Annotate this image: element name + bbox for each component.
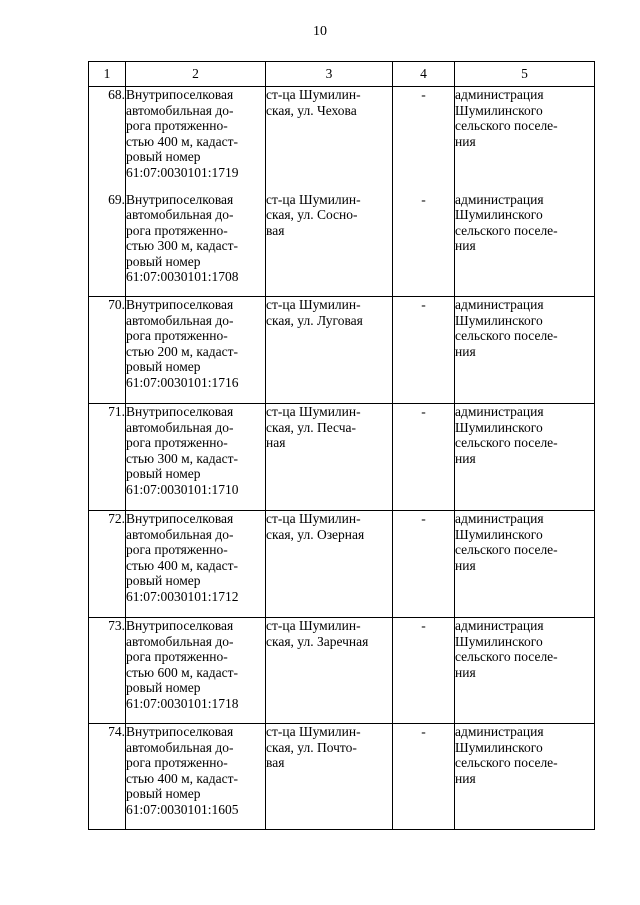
object-name-line: ровый номер [126, 359, 201, 375]
address-line: ст-ца Шумилин- [266, 511, 361, 526]
column-4-value: - [421, 87, 426, 102]
holder-line: Шумилинского [455, 102, 543, 118]
address-cell [266, 404, 393, 511]
object-name-line: автомобильная до- [126, 739, 234, 755]
column-4-cell [393, 404, 455, 511]
object-name-line: 61:07:0030101:1708 [126, 269, 239, 285]
holder-cell [455, 724, 595, 830]
holder-line: Шумилинского [455, 207, 543, 223]
holder-line: ния [455, 664, 476, 680]
column-4-cell [393, 724, 455, 830]
holder-line: сельского поселе- [455, 755, 558, 771]
address-line: ская, ул. Сосно- [266, 207, 358, 223]
object-name-line: стью 300 м, кадаст- [126, 238, 239, 254]
column-header-1: 1 [89, 62, 126, 87]
holder-line: ния [455, 133, 476, 149]
holder-cell [455, 192, 595, 297]
object-name-line: автомобильная до- [126, 102, 234, 118]
row-number-cell [89, 511, 126, 618]
holder-cell [455, 511, 595, 618]
row-number: 73. [108, 618, 125, 633]
row-number-cell [89, 724, 126, 830]
object-name-line: ровый номер [126, 786, 201, 802]
object-name-cell [126, 724, 266, 830]
holder-line: Шумилинского [455, 526, 543, 542]
object-name-line: ровый номер [126, 573, 201, 589]
object-name-line: ровый номер [126, 466, 201, 482]
object-name-line: Внутрипоселковая [126, 191, 234, 207]
object-name-line: рога протяженно- [126, 542, 228, 558]
row-number-cell [89, 618, 126, 724]
address-line: ская, ул. Песча- [266, 419, 357, 435]
holder-line: ния [455, 450, 476, 466]
address-cell [266, 724, 393, 830]
table-row [89, 404, 595, 511]
object-name-line: стью 400 м, кадаст- [126, 770, 239, 786]
holder-line: ния [455, 343, 476, 359]
row-number: 70. [108, 297, 125, 312]
address-line: ст-ца Шумилин- [266, 618, 361, 633]
row-number: 74. [108, 724, 125, 739]
object-name-line: стью 400 м, кадаст- [126, 133, 239, 149]
holder-line: сельского поселе- [455, 649, 558, 665]
table-row [89, 724, 595, 830]
object-name-line: автомобильная до- [126, 207, 234, 223]
holder-line: сельского поселе- [455, 435, 558, 451]
table-row [89, 192, 595, 297]
table-row [89, 297, 595, 404]
address-cell [266, 297, 393, 404]
object-name-line: Внутрипоселковая [126, 511, 234, 526]
object-name-line: стью 400 м, кадаст- [126, 557, 239, 573]
object-name-line: Внутрипоселковая [126, 87, 234, 102]
holder-cell [455, 404, 595, 511]
address-cell [266, 192, 393, 297]
address-line: ская, ул. Почто- [266, 739, 357, 755]
object-name-line: рога протяженно- [126, 755, 228, 771]
row-number-cell [89, 192, 126, 297]
holder-line: ния [455, 770, 476, 786]
object-name-line: Внутрипоселковая [126, 724, 234, 739]
address-line: ская, ул. Луговая [266, 312, 363, 328]
column-header-2: 2 [126, 62, 266, 87]
row-number-cell [89, 297, 126, 404]
object-name-cell [126, 192, 266, 297]
object-name-cell [126, 511, 266, 618]
row-number: 72. [108, 511, 125, 526]
column-4-cell [393, 297, 455, 404]
object-name-line: ровый номер [126, 149, 201, 165]
holder-line: ния [455, 557, 476, 573]
row-number: 68. [108, 87, 125, 102]
object-name-line: рога протяженно- [126, 222, 228, 238]
column-4-value: - [421, 511, 426, 526]
holder-cell [455, 297, 595, 404]
column-4-value: - [421, 297, 426, 312]
table-row [89, 511, 595, 618]
object-name-line: рога протяженно- [126, 435, 228, 451]
registry-table [88, 61, 595, 830]
column-4-value: - [421, 404, 426, 419]
column-4-cell [393, 618, 455, 724]
object-name-line: стью 300 м, кадаст- [126, 450, 239, 466]
object-name-line: рога протяженно- [126, 118, 228, 134]
holder-line: Шумилинского [455, 633, 543, 649]
holder-line: администрация [455, 618, 544, 633]
object-name-line: 61:07:0030101:1605 [126, 801, 239, 817]
holder-line: администрация [455, 87, 544, 102]
column-4-cell [393, 511, 455, 618]
object-name-line: 61:07:0030101:1716 [126, 374, 239, 390]
holder-line: сельского поселе- [455, 328, 558, 344]
address-line: ст-ца Шумилин- [266, 297, 361, 312]
address-line: ская, ул. Заречная [266, 633, 369, 649]
holder-line: сельского поселе- [455, 542, 558, 558]
holder-line: Шумилинского [455, 312, 543, 328]
table-row [89, 87, 595, 192]
column-header-3: 3 [266, 62, 393, 87]
object-name-line: рога протяженно- [126, 649, 228, 665]
object-name-line: автомобильная до- [126, 419, 234, 435]
column-4-value: - [421, 191, 426, 207]
object-name-cell [126, 618, 266, 724]
holder-line: сельского поселе- [455, 222, 558, 238]
column-header-4: 4 [393, 62, 455, 87]
address-line: вая [266, 222, 285, 238]
object-name-line: Внутрипоселковая [126, 404, 234, 419]
object-name-cell [126, 297, 266, 404]
table-header-row [89, 62, 595, 87]
address-cell [266, 618, 393, 724]
object-name-line: 61:07:0030101:1710 [126, 481, 239, 497]
object-name-line: автомобильная до- [126, 633, 234, 649]
column-4-cell [393, 192, 455, 297]
address-cell [266, 87, 393, 192]
holder-line: Шумилинского [455, 739, 543, 755]
address-line: ская, ул. Чехова [266, 102, 357, 118]
object-name-line: автомобильная до- [126, 526, 234, 542]
address-line: ст-ца Шумилин- [266, 724, 361, 739]
column-4-value: - [421, 724, 426, 739]
row-number: 71. [108, 404, 125, 419]
holder-line: администрация [455, 404, 544, 419]
object-name-line: 61:07:0030101:1712 [126, 588, 239, 604]
row-number: 69. [108, 191, 125, 207]
holder-line: администрация [455, 191, 544, 207]
object-name-line: 61:07:0030101:1718 [126, 695, 239, 711]
holder-line: администрация [455, 724, 544, 739]
row-number-cell [89, 404, 126, 511]
holder-cell [455, 618, 595, 724]
object-name-line: ровый номер [126, 680, 201, 696]
holder-cell [455, 87, 595, 192]
address-line: ская, ул. Озерная [266, 526, 365, 542]
holder-line: Шумилинского [455, 419, 543, 435]
object-name-cell [126, 87, 266, 192]
address-line: ст-ца Шумилин- [266, 191, 361, 207]
holder-line: сельского поселе- [455, 118, 558, 134]
object-name-line: рога протяженно- [126, 328, 228, 344]
address-line: ст-ца Шумилин- [266, 87, 361, 102]
holder-line: администрация [455, 511, 544, 526]
object-name-line: 61:07:0030101:1719 [126, 164, 239, 180]
address-line: ст-ца Шумилин- [266, 404, 361, 419]
column-4-value: - [421, 618, 426, 633]
object-name-cell [126, 404, 266, 511]
column-4-cell [393, 87, 455, 192]
row-number-cell [89, 87, 126, 192]
page-number: 10 [313, 24, 327, 39]
table-row [89, 618, 595, 724]
holder-line: ния [455, 238, 476, 254]
object-name-line: Внутрипоселковая [126, 297, 234, 312]
object-name-line: ровый номер [126, 253, 201, 269]
address-line: ная [266, 435, 286, 451]
address-line: вая [266, 755, 285, 771]
object-name-line: автомобильная до- [126, 312, 234, 328]
object-name-line: стью 600 м, кадаст- [126, 664, 239, 680]
holder-line: администрация [455, 297, 544, 312]
address-cell [266, 511, 393, 618]
column-header-5: 5 [455, 62, 595, 87]
object-name-line: стью 200 м, кадаст- [126, 343, 239, 359]
object-name-line: Внутрипоселковая [126, 618, 234, 633]
